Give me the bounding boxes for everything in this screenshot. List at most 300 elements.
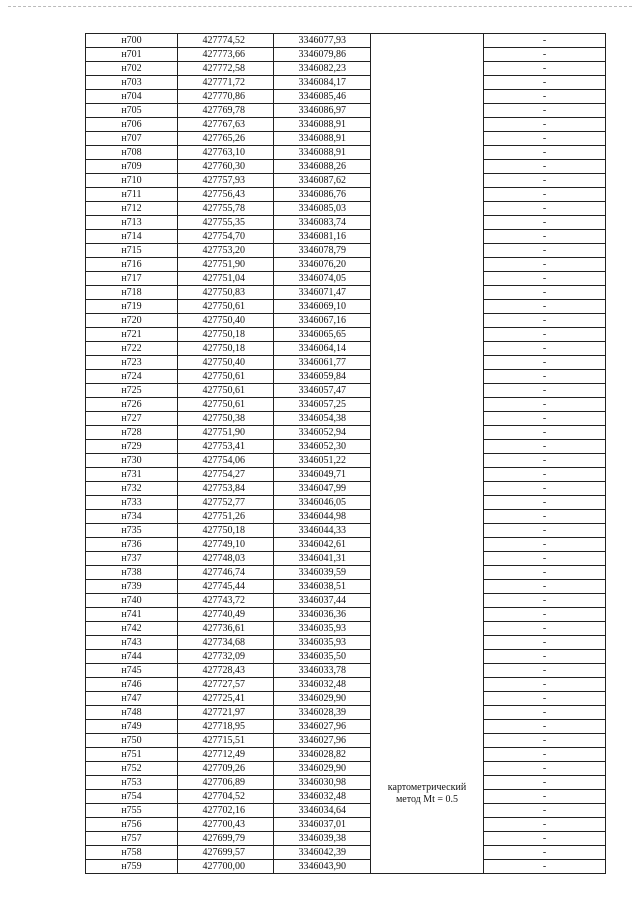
point-id-cell: н758	[86, 846, 178, 860]
description-cell: -	[484, 524, 606, 538]
description-cell: -	[484, 356, 606, 370]
x-coordinate-cell: 427706,89	[178, 776, 274, 790]
x-coordinate-cell: 427721,97	[178, 706, 274, 720]
point-id-cell: н704	[86, 90, 178, 104]
y-coordinate-cell: 3346085,46	[274, 90, 371, 104]
y-coordinate-cell: 3346085,03	[274, 202, 371, 216]
description-cell: -	[484, 720, 606, 734]
description-cell: -	[484, 230, 606, 244]
table-row	[86, 762, 606, 776]
description-cell: -	[484, 510, 606, 524]
y-coordinate-cell: 3346029,90	[274, 692, 371, 706]
table-row	[86, 258, 606, 272]
point-id-cell: н737	[86, 552, 178, 566]
point-id-cell: н720	[86, 314, 178, 328]
table-row	[86, 650, 606, 664]
x-coordinate-cell: 427756,43	[178, 188, 274, 202]
table-row	[86, 412, 606, 426]
description-cell: -	[484, 664, 606, 678]
y-coordinate-cell: 3346083,74	[274, 216, 371, 230]
table-row	[86, 622, 606, 636]
x-coordinate-cell: 427700,43	[178, 818, 274, 832]
y-coordinate-cell: 3346081,16	[274, 230, 371, 244]
point-id-cell: н702	[86, 62, 178, 76]
y-coordinate-cell: 3346086,97	[274, 104, 371, 118]
x-coordinate-cell: 427750,61	[178, 384, 274, 398]
point-id-cell: н725	[86, 384, 178, 398]
x-coordinate-cell: 427755,78	[178, 202, 274, 216]
point-id-cell: н712	[86, 202, 178, 216]
y-coordinate-cell: 3346069,10	[274, 300, 371, 314]
page-top-edge-artifact	[8, 6, 632, 9]
table-row	[86, 496, 606, 510]
coordinates-table-body	[86, 34, 606, 874]
point-id-cell: н713	[86, 216, 178, 230]
x-coordinate-cell: 427709,26	[178, 762, 274, 776]
y-coordinate-cell: 3346067,16	[274, 314, 371, 328]
table-row	[86, 342, 606, 356]
table-row	[86, 216, 606, 230]
y-coordinate-cell: 3346052,94	[274, 426, 371, 440]
x-coordinate-cell: 427746,74	[178, 566, 274, 580]
description-cell: -	[484, 650, 606, 664]
x-coordinate-cell: 427740,49	[178, 608, 274, 622]
table-row	[86, 370, 606, 384]
table-row	[86, 482, 606, 496]
x-coordinate-cell: 427702,16	[178, 804, 274, 818]
y-coordinate-cell: 3346074,05	[274, 272, 371, 286]
point-id-cell: н731	[86, 468, 178, 482]
y-coordinate-cell: 3346030,98	[274, 776, 371, 790]
description-cell: -	[484, 76, 606, 90]
x-coordinate-cell: 427753,41	[178, 440, 274, 454]
table-row	[86, 594, 606, 608]
table-row	[86, 804, 606, 818]
y-coordinate-cell: 3346057,25	[274, 398, 371, 412]
x-coordinate-cell: 427765,26	[178, 132, 274, 146]
x-coordinate-cell: 427750,38	[178, 412, 274, 426]
x-coordinate-cell: 427750,18	[178, 328, 274, 342]
point-id-cell: н732	[86, 482, 178, 496]
x-coordinate-cell: 427712,49	[178, 748, 274, 762]
table-row	[86, 608, 606, 622]
table-row	[86, 790, 606, 804]
point-id-cell: н755	[86, 804, 178, 818]
description-cell: -	[484, 594, 606, 608]
y-coordinate-cell: 3346034,64	[274, 804, 371, 818]
point-id-cell: н735	[86, 524, 178, 538]
x-coordinate-cell: 427773,66	[178, 48, 274, 62]
y-coordinate-cell: 3346028,39	[274, 706, 371, 720]
table-row	[86, 636, 606, 650]
description-cell: -	[484, 622, 606, 636]
table-row	[86, 272, 606, 286]
description-cell: -	[484, 160, 606, 174]
table-row	[86, 678, 606, 692]
y-coordinate-cell: 3346052,30	[274, 440, 371, 454]
point-id-cell: н722	[86, 342, 178, 356]
table-row	[86, 118, 606, 132]
table-row	[86, 538, 606, 552]
description-cell: -	[484, 804, 606, 818]
table-row	[86, 664, 606, 678]
description-cell: -	[484, 454, 606, 468]
table-row	[86, 244, 606, 258]
description-cell: -	[484, 244, 606, 258]
method-line-1: картометрический	[387, 782, 467, 793]
description-cell: -	[484, 678, 606, 692]
description-cell: -	[484, 412, 606, 426]
point-id-cell: н711	[86, 188, 178, 202]
description-cell: -	[484, 370, 606, 384]
table-row	[86, 356, 606, 370]
table-row	[86, 440, 606, 454]
point-id-cell: н733	[86, 496, 178, 510]
x-coordinate-cell: 427753,20	[178, 244, 274, 258]
x-coordinate-cell: 427754,27	[178, 468, 274, 482]
x-coordinate-cell: 427715,51	[178, 734, 274, 748]
method-cell	[371, 34, 484, 874]
x-coordinate-cell: 427734,68	[178, 636, 274, 650]
description-cell: -	[484, 62, 606, 76]
x-coordinate-cell: 427699,57	[178, 846, 274, 860]
table-row	[86, 146, 606, 160]
y-coordinate-cell: 3346059,84	[274, 370, 371, 384]
description-cell: -	[484, 762, 606, 776]
y-coordinate-cell: 3346033,78	[274, 664, 371, 678]
x-coordinate-cell: 427750,40	[178, 314, 274, 328]
x-coordinate-cell: 427751,90	[178, 258, 274, 272]
y-coordinate-cell: 3346041,31	[274, 552, 371, 566]
y-coordinate-cell: 3346039,59	[274, 566, 371, 580]
description-cell: -	[484, 104, 606, 118]
table-row	[86, 706, 606, 720]
point-id-cell: н700	[86, 34, 178, 48]
x-coordinate-cell: 427750,18	[178, 524, 274, 538]
x-coordinate-cell: 427748,03	[178, 552, 274, 566]
x-coordinate-cell: 427767,63	[178, 118, 274, 132]
y-coordinate-cell: 3346088,26	[274, 160, 371, 174]
method-line-2: метод Mt = 0.5	[395, 794, 459, 805]
y-coordinate-cell: 3346047,99	[274, 482, 371, 496]
table-row	[86, 384, 606, 398]
table-row	[86, 160, 606, 174]
description-cell: -	[484, 272, 606, 286]
description-cell: -	[484, 748, 606, 762]
point-id-cell: н750	[86, 734, 178, 748]
table-row	[86, 104, 606, 118]
table-row	[86, 328, 606, 342]
x-coordinate-cell: 427755,35	[178, 216, 274, 230]
description-cell: -	[484, 496, 606, 510]
y-coordinate-cell: 3346042,61	[274, 538, 371, 552]
point-id-cell: н714	[86, 230, 178, 244]
table-row	[86, 860, 606, 874]
y-coordinate-cell: 3346046,05	[274, 496, 371, 510]
x-coordinate-cell: 427757,93	[178, 174, 274, 188]
description-cell: -	[484, 34, 606, 48]
description-cell: -	[484, 342, 606, 356]
description-cell: -	[484, 146, 606, 160]
y-coordinate-cell: 3346071,47	[274, 286, 371, 300]
x-coordinate-cell: 427750,61	[178, 398, 274, 412]
table-row	[86, 832, 606, 846]
point-id-cell: н751	[86, 748, 178, 762]
y-coordinate-cell: 3346087,62	[274, 174, 371, 188]
x-coordinate-cell: 427753,84	[178, 482, 274, 496]
table-row	[86, 748, 606, 762]
table-row	[86, 314, 606, 328]
y-coordinate-cell: 3346042,39	[274, 846, 371, 860]
x-coordinate-cell: 427770,86	[178, 90, 274, 104]
description-cell: -	[484, 258, 606, 272]
description-cell: -	[484, 846, 606, 860]
description-cell: -	[484, 832, 606, 846]
description-cell: -	[484, 174, 606, 188]
description-cell: -	[484, 90, 606, 104]
point-id-cell: н716	[86, 258, 178, 272]
description-cell: -	[484, 384, 606, 398]
point-id-cell: н741	[86, 608, 178, 622]
point-id-cell: н734	[86, 510, 178, 524]
table-row	[86, 202, 606, 216]
table-row	[86, 720, 606, 734]
point-id-cell: н759	[86, 860, 178, 874]
y-coordinate-cell: 3346039,38	[274, 832, 371, 846]
point-id-cell: н708	[86, 146, 178, 160]
x-coordinate-cell: 427732,09	[178, 650, 274, 664]
x-coordinate-cell: 427749,10	[178, 538, 274, 552]
point-id-cell: н746	[86, 678, 178, 692]
y-coordinate-cell: 3346043,90	[274, 860, 371, 874]
x-coordinate-cell: 427704,52	[178, 790, 274, 804]
table-row	[86, 230, 606, 244]
description-cell: -	[484, 216, 606, 230]
y-coordinate-cell: 3346088,91	[274, 146, 371, 160]
description-cell: -	[484, 818, 606, 832]
description-cell: -	[484, 860, 606, 874]
table-row	[86, 426, 606, 440]
point-id-cell: н705	[86, 104, 178, 118]
y-coordinate-cell: 3346028,82	[274, 748, 371, 762]
x-coordinate-cell: 427754,70	[178, 230, 274, 244]
point-id-cell: н703	[86, 76, 178, 90]
point-id-cell: н707	[86, 132, 178, 146]
point-id-cell: н752	[86, 762, 178, 776]
table-row	[86, 398, 606, 412]
description-cell: -	[484, 566, 606, 580]
table-row	[86, 776, 606, 790]
description-cell: -	[484, 188, 606, 202]
point-id-cell: н701	[86, 48, 178, 62]
point-id-cell: н727	[86, 412, 178, 426]
y-coordinate-cell: 3346088,91	[274, 118, 371, 132]
x-coordinate-cell: 427760,30	[178, 160, 274, 174]
description-cell: -	[484, 132, 606, 146]
y-coordinate-cell: 3346049,71	[274, 468, 371, 482]
x-coordinate-cell: 427728,43	[178, 664, 274, 678]
point-id-cell: н709	[86, 160, 178, 174]
x-coordinate-cell: 427700,00	[178, 860, 274, 874]
table-row	[86, 510, 606, 524]
x-coordinate-cell: 427774,52	[178, 34, 274, 48]
point-id-cell: н740	[86, 594, 178, 608]
description-cell: -	[484, 482, 606, 496]
y-coordinate-cell: 3346044,98	[274, 510, 371, 524]
table-row	[86, 580, 606, 594]
y-coordinate-cell: 3346029,90	[274, 762, 371, 776]
description-cell: -	[484, 636, 606, 650]
y-coordinate-cell: 3346032,48	[274, 790, 371, 804]
y-coordinate-cell: 3346035,93	[274, 636, 371, 650]
y-coordinate-cell: 3346064,14	[274, 342, 371, 356]
x-coordinate-cell: 427736,61	[178, 622, 274, 636]
y-coordinate-cell: 3346027,96	[274, 734, 371, 748]
y-coordinate-cell: 3346082,23	[274, 62, 371, 76]
point-id-cell: н728	[86, 426, 178, 440]
point-id-cell: н747	[86, 692, 178, 706]
point-id-cell: н749	[86, 720, 178, 734]
table-row	[86, 846, 606, 860]
y-coordinate-cell: 3346076,20	[274, 258, 371, 272]
x-coordinate-cell: 427771,72	[178, 76, 274, 90]
x-coordinate-cell: 427769,78	[178, 104, 274, 118]
y-coordinate-cell: 3346057,47	[274, 384, 371, 398]
table-row	[86, 62, 606, 76]
y-coordinate-cell: 3346077,93	[274, 34, 371, 48]
description-cell: -	[484, 286, 606, 300]
point-id-cell: н743	[86, 636, 178, 650]
point-id-cell: н748	[86, 706, 178, 720]
table-row	[86, 734, 606, 748]
x-coordinate-cell: 427750,61	[178, 300, 274, 314]
x-coordinate-cell: 427750,40	[178, 356, 274, 370]
description-cell: -	[484, 314, 606, 328]
point-id-cell: н724	[86, 370, 178, 384]
x-coordinate-cell: 427725,41	[178, 692, 274, 706]
x-coordinate-cell: 427745,44	[178, 580, 274, 594]
x-coordinate-cell: 427772,58	[178, 62, 274, 76]
table-row	[86, 286, 606, 300]
description-cell: -	[484, 48, 606, 62]
x-coordinate-cell: 427751,26	[178, 510, 274, 524]
y-coordinate-cell: 3346079,86	[274, 48, 371, 62]
x-coordinate-cell: 427750,61	[178, 370, 274, 384]
point-id-cell: н742	[86, 622, 178, 636]
table-row	[86, 174, 606, 188]
x-coordinate-cell: 427754,06	[178, 454, 274, 468]
point-id-cell: н718	[86, 286, 178, 300]
table-row	[86, 454, 606, 468]
description-cell: -	[484, 776, 606, 790]
description-cell: -	[484, 468, 606, 482]
table-row	[86, 76, 606, 90]
point-id-cell: н739	[86, 580, 178, 594]
x-coordinate-cell: 427750,18	[178, 342, 274, 356]
y-coordinate-cell: 3346027,96	[274, 720, 371, 734]
y-coordinate-cell: 3346038,51	[274, 580, 371, 594]
description-cell: -	[484, 608, 606, 622]
table-row	[86, 692, 606, 706]
x-coordinate-cell: 427752,77	[178, 496, 274, 510]
description-cell: -	[484, 552, 606, 566]
description-cell: -	[484, 118, 606, 132]
y-coordinate-cell: 3346065,65	[274, 328, 371, 342]
point-id-cell: н717	[86, 272, 178, 286]
description-cell: -	[484, 398, 606, 412]
description-cell: -	[484, 538, 606, 552]
table-row	[86, 90, 606, 104]
point-id-cell: н757	[86, 832, 178, 846]
y-coordinate-cell: 3346032,48	[274, 678, 371, 692]
table-row	[86, 468, 606, 482]
point-id-cell: н745	[86, 664, 178, 678]
description-cell: -	[484, 300, 606, 314]
table-row	[86, 818, 606, 832]
point-id-cell: н719	[86, 300, 178, 314]
description-cell: -	[484, 202, 606, 216]
table-row	[86, 34, 606, 48]
y-coordinate-cell: 3346054,38	[274, 412, 371, 426]
point-id-cell: н715	[86, 244, 178, 258]
y-coordinate-cell: 3346044,33	[274, 524, 371, 538]
point-id-cell: н723	[86, 356, 178, 370]
description-cell: -	[484, 328, 606, 342]
y-coordinate-cell: 3346061,77	[274, 356, 371, 370]
point-id-cell: н756	[86, 818, 178, 832]
table-row	[86, 300, 606, 314]
x-coordinate-cell: 427763,10	[178, 146, 274, 160]
y-coordinate-cell: 3346078,79	[274, 244, 371, 258]
point-id-cell: н710	[86, 174, 178, 188]
description-cell: -	[484, 426, 606, 440]
table-row	[86, 552, 606, 566]
point-id-cell: н738	[86, 566, 178, 580]
point-id-cell: н744	[86, 650, 178, 664]
point-id-cell: н754	[86, 790, 178, 804]
description-cell: -	[484, 790, 606, 804]
table-row	[86, 132, 606, 146]
table-row	[86, 188, 606, 202]
table-row	[86, 524, 606, 538]
x-coordinate-cell: 427750,83	[178, 286, 274, 300]
table-row	[86, 48, 606, 62]
x-coordinate-cell: 427718,95	[178, 720, 274, 734]
x-coordinate-cell: 427751,04	[178, 272, 274, 286]
description-cell: -	[484, 692, 606, 706]
x-coordinate-cell: 427699,79	[178, 832, 274, 846]
x-coordinate-cell: 427727,57	[178, 678, 274, 692]
y-coordinate-cell: 3346037,01	[274, 818, 371, 832]
x-coordinate-cell: 427751,90	[178, 426, 274, 440]
y-coordinate-cell: 3346086,76	[274, 188, 371, 202]
y-coordinate-cell: 3346084,17	[274, 76, 371, 90]
table-row	[86, 566, 606, 580]
y-coordinate-cell: 3346035,93	[274, 622, 371, 636]
description-cell: -	[484, 440, 606, 454]
description-cell: -	[484, 580, 606, 594]
y-coordinate-cell: 3346051,22	[274, 454, 371, 468]
point-id-cell: н726	[86, 398, 178, 412]
x-coordinate-cell: 427743,72	[178, 594, 274, 608]
point-id-cell: н753	[86, 776, 178, 790]
description-cell: -	[484, 734, 606, 748]
coordinates-table	[85, 33, 606, 874]
point-id-cell: н736	[86, 538, 178, 552]
y-coordinate-cell: 3346037,44	[274, 594, 371, 608]
point-id-cell: н729	[86, 440, 178, 454]
point-id-cell: н721	[86, 328, 178, 342]
